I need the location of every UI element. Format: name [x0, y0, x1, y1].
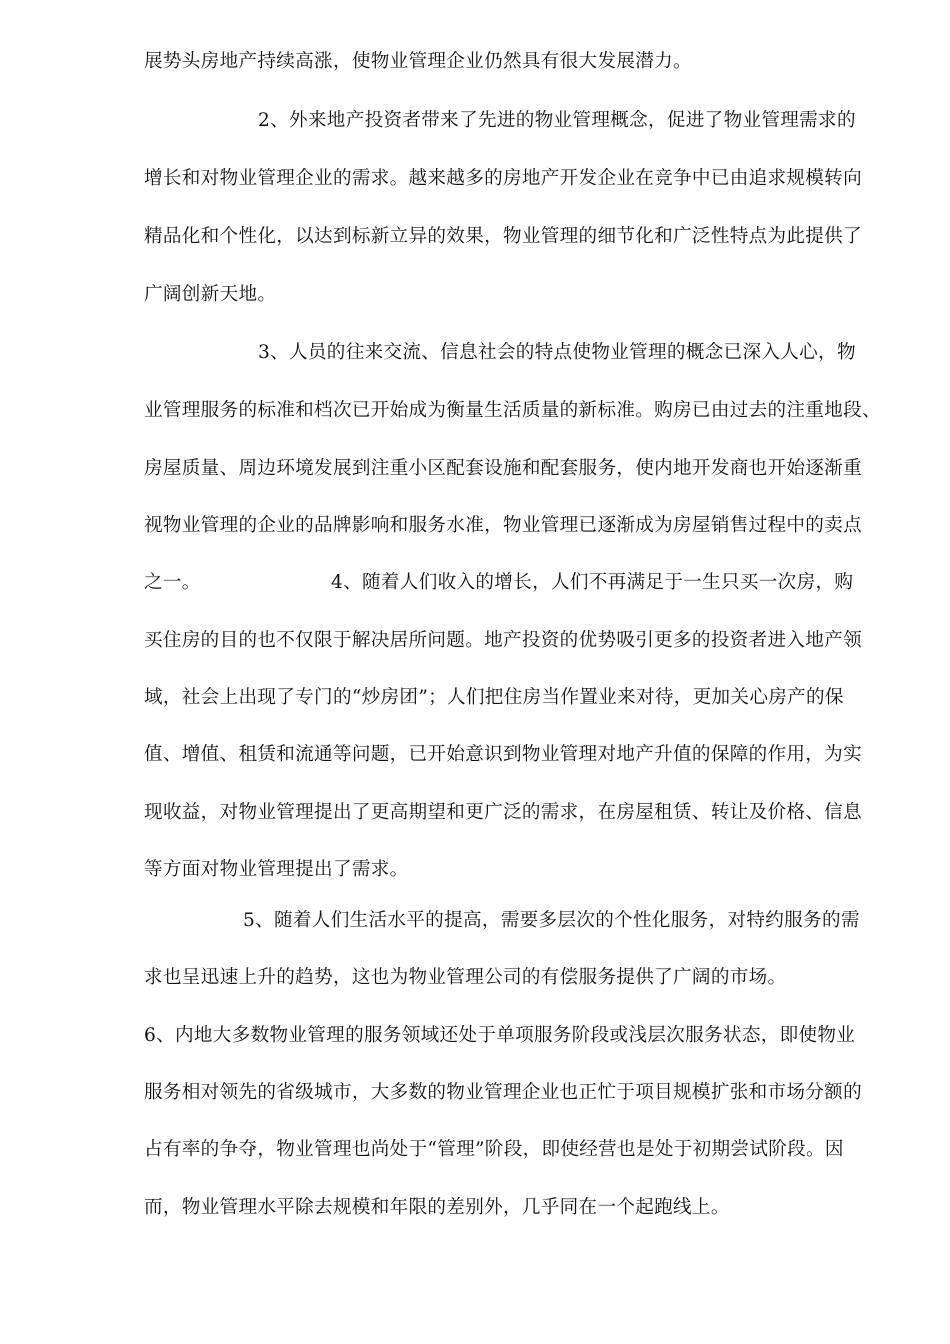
text-line: 而，物业管理水平除去规模和年限的差别外，几乎同在一个起跑线上。	[144, 1197, 730, 1218]
text-line: 视物业管理的企业的品牌影响和服务水准，物业管理已逐渐成为房屋销售过程中的卖点	[144, 515, 862, 536]
text-line: 服务相对领先的省级城市，大多数的物业管理企业也正忙于项目规模扩张和市场分额的	[144, 1082, 862, 1103]
text-line: 买住房的目的也不仅限于解决居所问题。地产投资的优势吸引更多的投资者进入地产领	[144, 630, 862, 651]
text-line: 等方面对物业管理提出了需求。	[144, 859, 409, 880]
text-line: 值、增值、租赁和流通等问题，已开始意识到物业管理对地产升值的保障的作用，为实	[144, 744, 862, 765]
paragraph-5-line: 5、随着人们生活水平的提高，需要多层次的个性化服务，对特约服务的需	[243, 910, 860, 931]
text-line: 增长和对物业管理企业的需求。越来越多的房地产开发企业在竞争中已由追求规模转向	[144, 168, 862, 189]
text-line: 展势头房地产持续高涨，使物业管理企业仍然具有很大发展潜力。	[144, 51, 692, 72]
paragraph-3-line: 3、人员的往来交流、信息社会的特点使物业管理的概念已深入人心，物	[258, 342, 856, 363]
paragraph-4-line: 4、随着人们收入的增长，人们不再满足于一生只买一次房，购	[331, 572, 854, 593]
text-line: 广阔创新天地。	[144, 284, 277, 305]
text-line: 业管理服务的标准和档次已开始成为衡量生活质量的新标准。购房已由过去的注重地段、	[144, 400, 881, 421]
paragraph-2-line: 2、外来地产投资者带来了先进的物业管理概念，促进了物业管理需求的	[258, 110, 856, 131]
text-line: 现收益，对物业管理提出了更高期望和更广泛的需求，在房屋租赁、转让及价格、信息	[144, 802, 862, 823]
text-line: 精品化和个性化，以达到标新立异的效果，物业管理的细节化和广泛性特点为此提供了	[144, 226, 862, 247]
text-line: 域，社会上出现了专门的“炒房团”；人们把住房当作置业来对待，更加关心房产的保	[144, 687, 844, 708]
text-line: 之一。	[144, 572, 201, 593]
paragraph-6-line: 6、内地大多数物业管理的服务领域还处于单项服务阶段或浅层次服务状态，即使物业	[144, 1025, 856, 1046]
text-line: 求也呈迅速上升的趋势，这也为物业管理公司的有偿服务提供了广阔的市场。	[144, 967, 787, 988]
text-line: 占有率的争夺，物业管理也尚处于“管理”阶段，即使经营也是处于初期尝试阶段。因	[144, 1139, 844, 1160]
text-line: 房屋质量、周边环境发展到注重小区配套设施和配套服务，使内地开发商也开始逐渐重	[144, 458, 862, 479]
